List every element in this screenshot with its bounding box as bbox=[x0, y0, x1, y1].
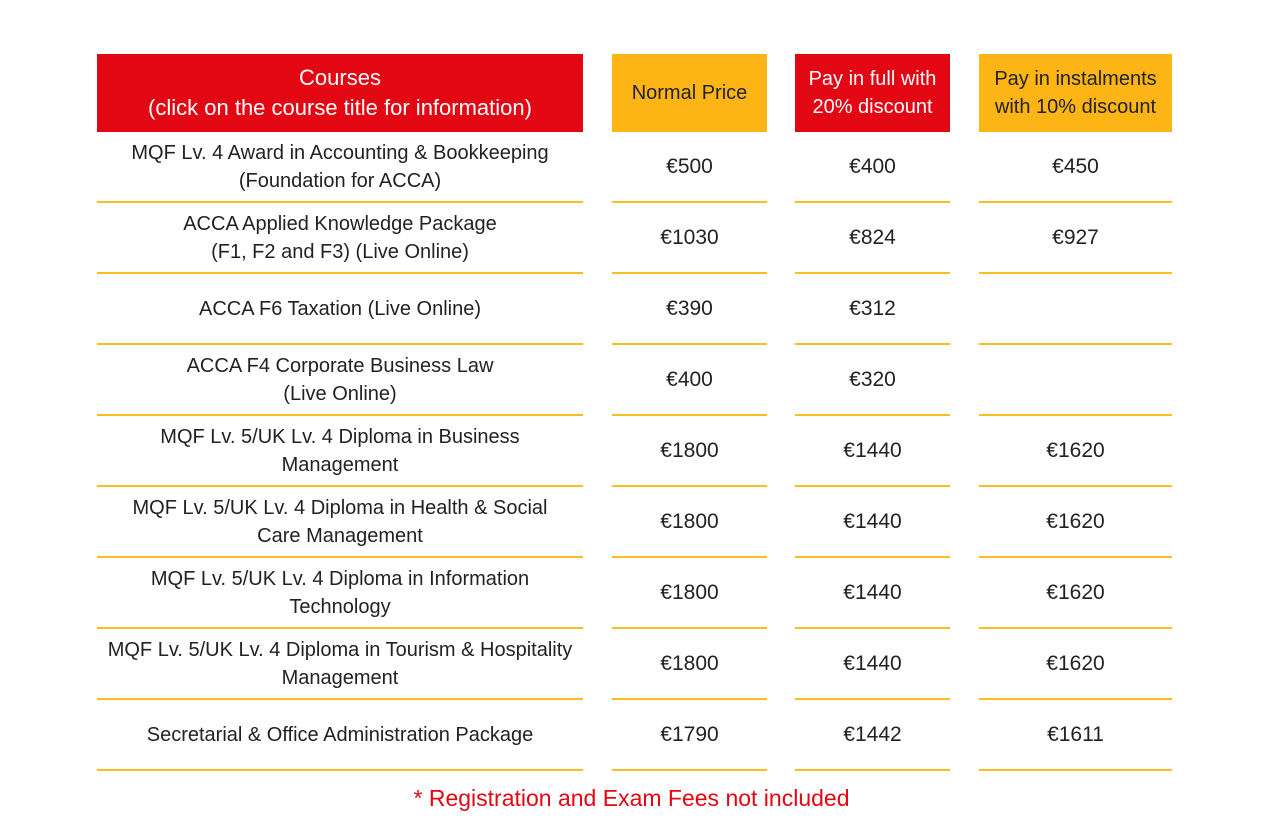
courses-header-title: Courses bbox=[299, 65, 381, 90]
course-title-line2: (F1, F2 and F3) (Live Online) bbox=[211, 240, 469, 263]
instalments-cell: €1620 bbox=[979, 487, 1172, 558]
course-title-line1: ACCA F6 Taxation (Live Online) bbox=[199, 297, 481, 320]
course-title-link[interactable] bbox=[97, 629, 583, 700]
instalments-cell: €1620 bbox=[979, 416, 1172, 487]
full-payment-cell: €400 bbox=[795, 132, 950, 203]
instalments-cell: €1620 bbox=[979, 629, 1172, 700]
full-payment-header bbox=[795, 54, 950, 132]
course-title-line1: ACCA F4 Corporate Business Law bbox=[186, 354, 494, 377]
instalments-cell: €1611 bbox=[979, 700, 1172, 771]
instalments-cell: €927 bbox=[979, 203, 1172, 274]
full-payment-cell: €320 bbox=[795, 345, 950, 416]
normal-price-cell: €1800 bbox=[612, 558, 767, 629]
normal-price-cell: €1800 bbox=[612, 629, 767, 700]
normal-price-cell: €390 bbox=[612, 274, 767, 345]
normal-price-cell: €1030 bbox=[612, 203, 767, 274]
full-payment-cell: €1440 bbox=[795, 487, 950, 558]
full-payment-header-line2: 20% discount bbox=[812, 96, 933, 118]
full-payment-header-line1: Pay in full with bbox=[808, 68, 937, 90]
course-title-line2: Management bbox=[281, 666, 399, 689]
instalments-header bbox=[979, 54, 1172, 132]
course-title-link[interactable] bbox=[97, 203, 583, 274]
fees-footnote: * Registration and Exam Fees not included bbox=[413, 785, 850, 811]
instalments-header-line1: Pay in instalments bbox=[994, 68, 1157, 90]
normal-price-cell: €1790 bbox=[612, 700, 767, 771]
full-payment-cell: €1440 bbox=[795, 558, 950, 629]
normal-price-cell: €500 bbox=[612, 132, 767, 203]
full-payment-cell: €1440 bbox=[795, 629, 950, 700]
full-payment-cell: €1440 bbox=[795, 416, 950, 487]
course-title-line2: Management bbox=[281, 453, 399, 476]
course-title-link[interactable] bbox=[97, 487, 583, 558]
courses-column bbox=[97, 54, 583, 771]
course-title-link[interactable] bbox=[97, 558, 583, 629]
course-title-line1: MQF Lv. 4 Award in Accounting & Bookkeeping bbox=[131, 141, 549, 164]
normal-price-cell: €1800 bbox=[612, 487, 767, 558]
instalments-header-line2: with 10% discount bbox=[994, 96, 1157, 118]
full-payment-cell: €824 bbox=[795, 203, 950, 274]
course-title-link[interactable] bbox=[97, 132, 583, 203]
full-payment-cell: €312 bbox=[795, 274, 950, 345]
instalments-column bbox=[979, 54, 1172, 771]
course-title-line1: MQF Lv. 5/UK Lv. 4 Diploma in Business bbox=[160, 425, 520, 448]
course-title-line1: ACCA Applied Knowledge Package bbox=[183, 212, 497, 235]
course-title-line1: MQF Lv. 5/UK Lv. 4 Diploma in Information bbox=[150, 567, 530, 590]
course-title-line2: Care Management bbox=[257, 524, 423, 547]
normal-price-cell: €1800 bbox=[612, 416, 767, 487]
normal-price-cell: €400 bbox=[612, 345, 767, 416]
course-title-link[interactable] bbox=[97, 274, 583, 345]
full-payment-column bbox=[795, 54, 950, 771]
normal-price-column bbox=[612, 54, 767, 771]
course-title-link[interactable] bbox=[97, 700, 583, 771]
course-title-link[interactable] bbox=[97, 345, 583, 416]
course-title-line1: MQF Lv. 5/UK Lv. 4 Diploma in Tourism & Hospitality bbox=[107, 638, 573, 661]
instalments-cell: €450 bbox=[979, 132, 1172, 203]
course-title-line2: (Live Online) bbox=[283, 382, 397, 405]
normal-price-header-label: Normal Price bbox=[631, 82, 748, 104]
course-title-link[interactable] bbox=[97, 416, 583, 487]
instalments-cell: €1620 bbox=[979, 558, 1172, 629]
normal-price-header bbox=[612, 54, 767, 132]
course-title-line2: (Foundation for ACCA) bbox=[238, 169, 442, 192]
course-title-line2: Technology bbox=[289, 595, 391, 618]
full-payment-cell: €1442 bbox=[795, 700, 950, 771]
course-title-line1: Secretarial & Office Administration Package bbox=[146, 723, 534, 746]
courses-header-hint: (click on the course title for information) bbox=[148, 95, 532, 120]
courses-header bbox=[97, 54, 583, 132]
instalments-cell bbox=[979, 274, 1172, 345]
instalments-cell bbox=[979, 345, 1172, 416]
course-title-line1: MQF Lv. 5/UK Lv. 4 Diploma in Health & Social bbox=[132, 496, 548, 519]
